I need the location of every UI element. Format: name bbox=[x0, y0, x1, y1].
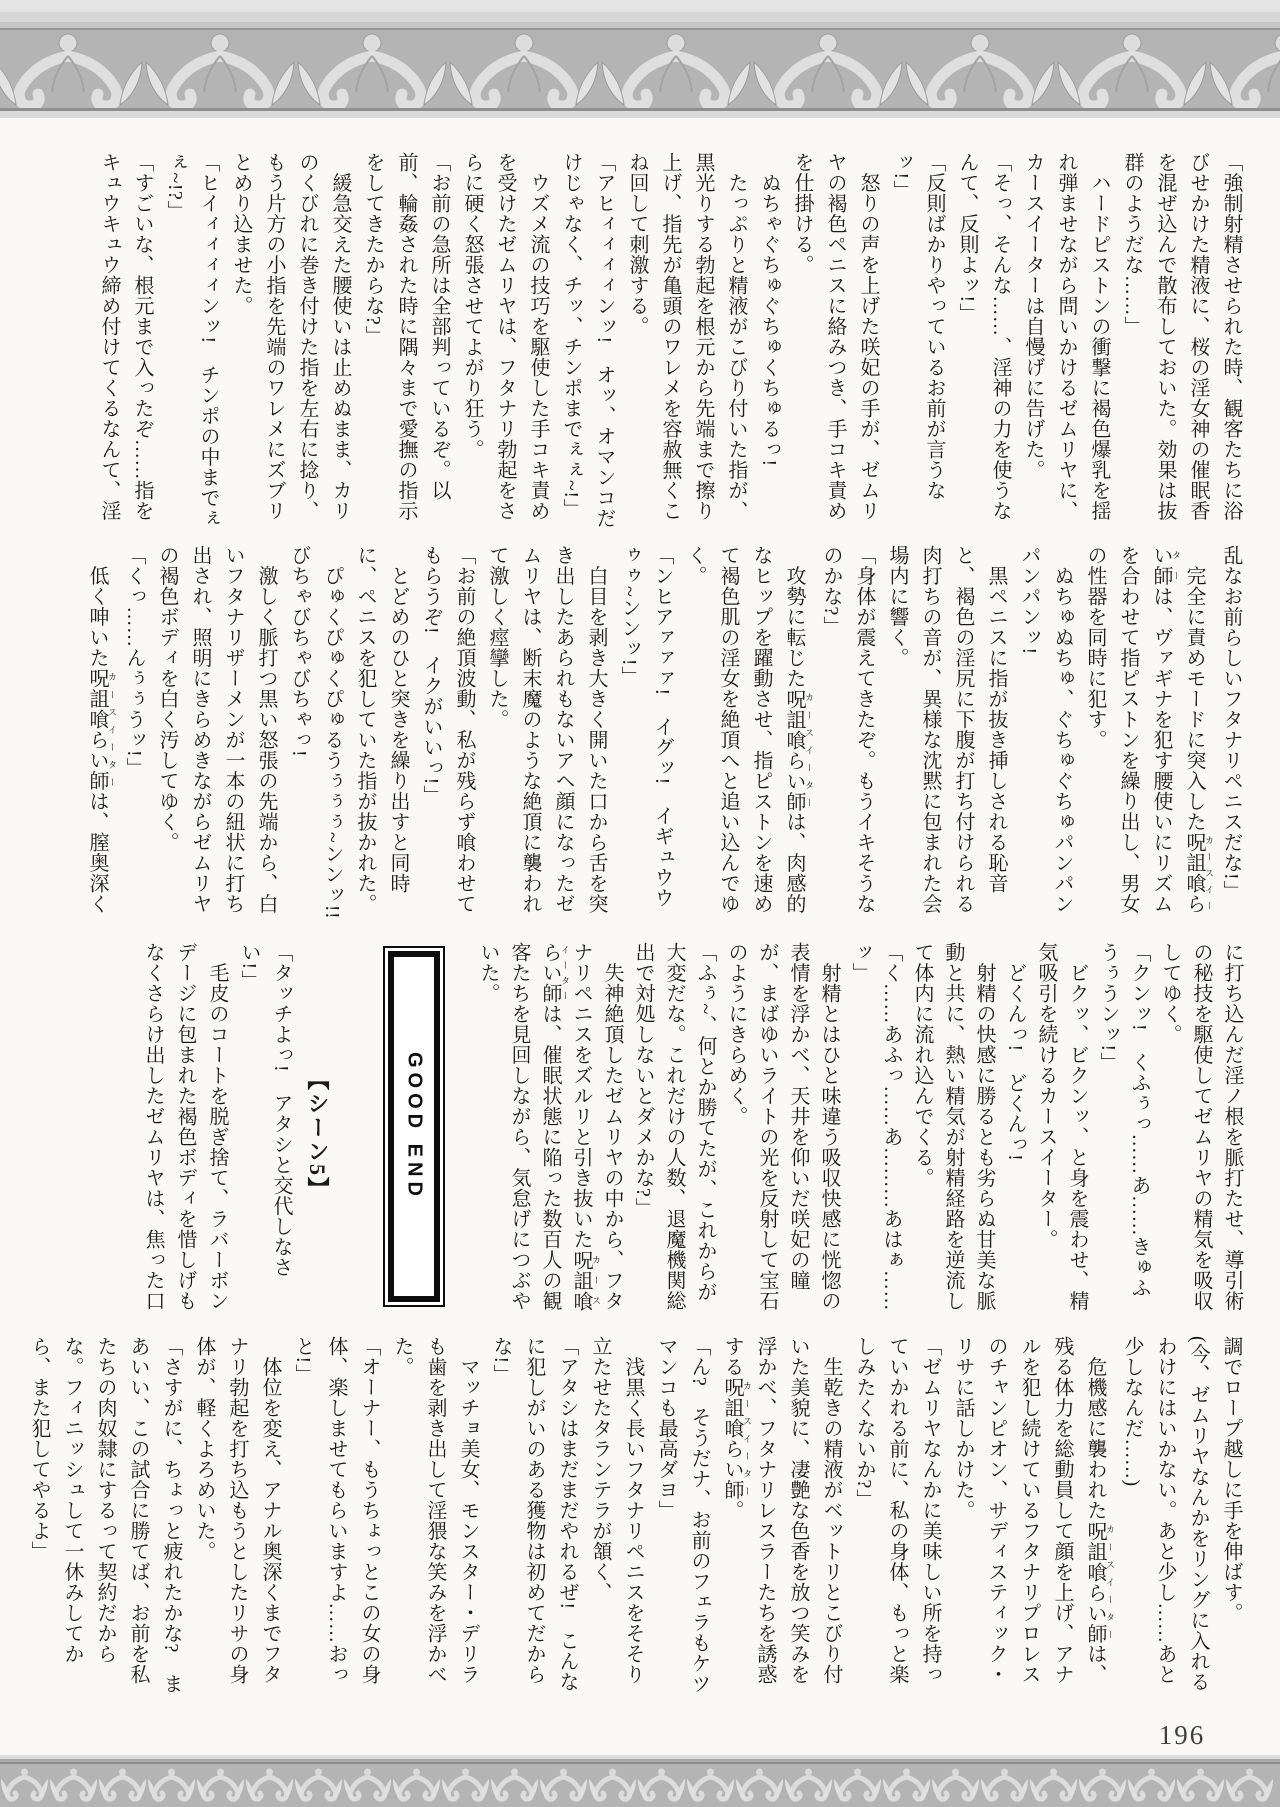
text-paragraph: 白目を剥き大きく開いた口から舌を突き出したあられもないアヘ顔になったゼムリヤは、断末魔のような絶頂に襲われて激しく痙攣した。 bbox=[486, 545, 607, 914]
text-paragraph: 低く呻いた呪詛喰らい師 カースイーターは、膣奥深く bbox=[86, 545, 117, 914]
text-paragraph: 黒ペニスに指が抜き挿しされる恥音と、褐色の淫尻に下腹が打ち付けられる肉打ちの音が、異様な沈黙に包まれた会場内に響く。 bbox=[886, 545, 1007, 914]
text-band-4 bbox=[28, 1336, 1247, 1703]
text-band-3-right bbox=[458, 942, 1247, 1311]
text-paragraph: (今、ゼムリヤなんかをリングに入れるわけにはいかない。あと少し……あと少しなんだ……) bbox=[1121, 1336, 1209, 1692]
text-paragraph: 「ゼムリヤなんかに美味しい所を持っていかれる前に、私の身体、もっと楽しみたくないか?」 bbox=[853, 1336, 941, 1685]
text-paragraph: 「お前の急所は全部判っているぞ。以前、輪姦された時に隅々まで愛撫の指示をしてきたからな?」 bbox=[362, 152, 450, 521]
good-end-label: GOOD END bbox=[403, 1052, 426, 1201]
text-paragraph: 「アタシはまだまだやれるぜ! こんなに犯しがいのある獲物は初めてだからな!」 bbox=[490, 1336, 578, 1692]
text-paragraph: に打ち込んだ淫ノ根を脈打たせ、導引術の秘技を駆使してゼムリヤの精気を吸収してゆく。 bbox=[1159, 942, 1243, 1311]
text-paragraph: 「ん? そうだナ、お前のフェラもケツマンコも最高ダヨ」 bbox=[655, 1336, 710, 1694]
text-paragraph: 怒りの声を上げた咲妃の手が、ゼムリヤの褐色ペニスに絡みつき、手コキ責めを仕掛ける。 bbox=[791, 152, 879, 521]
text-paragraph: 「身体が震えてきたぞ。もうイキそうなのかな?」 bbox=[820, 545, 875, 914]
text-paragraph: たっぷりと精液がこびり付いた指が、黒光りする勃起を根元から先端まで擦り上げ、指先が亀頭のワレメを容赦無くこね回して刺激する。 bbox=[626, 152, 747, 521]
text-paragraph: 「く……あふっ……あ………あはぁ……ッ」 bbox=[849, 942, 902, 1311]
text-paragraph: 「くっ……んぅぅうッ!」 bbox=[123, 545, 145, 778]
text-paragraph: 「ヒイィィィィンッ! チンポの中までぇぇ~!?」 bbox=[164, 152, 219, 529]
text-paragraph: 「クンッ! くふぅっ……あ……きゅふうぅうンッ!」 bbox=[1097, 942, 1150, 1298]
text-paragraph: ハードピストンの衝撃に褐色爆乳を揺れ弾ませながら問いかけるゼムリヤに、カースイーターは自慢げに告げた。 bbox=[1022, 152, 1110, 521]
text-paragraph: とどめのひと突きを繰り出すと同時に、ペニスを犯していた指が抜かれた。 bbox=[354, 545, 409, 914]
text-paragraph: ぬちゃぐちゅぐちゅくちゅるっ! bbox=[758, 152, 780, 467]
text-paragraph: 「さすがに、ちょっと疲れたかな? まあいい、この試合に勝てば、お前を私たちの肉奴隷にするって契約だからな。フィニッシュして一休みしてから、また犯してやるよ」 bbox=[28, 1336, 182, 1694]
text-paragraph: 乱なお前らしいフタナリペニスだな!」 bbox=[1220, 545, 1242, 901]
text-paragraph: 体位を変え、アナル奥深くまでフタナリ勃起を打ち込もうとしたリサの身体が、軽くよろめいた。 bbox=[193, 1336, 281, 1685]
text-paragraph: ビクッ、ビクンッ、と身を震わせ、精気吸引を続けるカースイーター。 bbox=[1035, 942, 1088, 1311]
text-paragraph: 生乾きの精液がベットリとこびり付いた美貌に、凄艶な色香を放つ笑みを浮かべ、フタナリレスラーたちを誘惑する呪詛喰らい師 カースイーター。 bbox=[721, 1336, 842, 1685]
text-paragraph: 完全に責めモードに突入した呪詛喰らい師カースイーターは、ヴァギナを犯す腰使いにリズムを合わせて指ピストンを繰り出し、男女の性器を同時に犯す。 bbox=[1084, 545, 1214, 914]
text-band-3-left bbox=[95, 942, 297, 1311]
text-paragraph: 緩急交えた腰使いは止めぬまま、カリのくびれに巻き付けた指を左右に捻り、もう片方の小指を先端のワレメにズブリとめり込ませた。 bbox=[230, 152, 351, 521]
text-paragraph: 調でロープ越しに手を伸ばす。 bbox=[1220, 1336, 1242, 1623]
text-paragraph: 射精の快感に勝るとも劣らぬ甘美な脈動と共に、熱い精気が射精経路を逆流して体内に流れ込んでくる。 bbox=[911, 942, 995, 1311]
text-paragraph: 射精とはひと味違う吸収快感に恍惚の表情を浮かべ、天井を仰いだ咲妃の瞳が、まばゆいライトの光を反射して宝石のようにきらめく。 bbox=[725, 942, 840, 1311]
text-paragraph: 毛皮のコートを脱ぎ捨て、ラバーボンデージに包まれた褐色ボディを惜しげもなくさらけ出したゼムリヤは、焦った口 bbox=[142, 942, 228, 1311]
text-band-2 bbox=[86, 545, 1247, 940]
text-paragraph: ぴゅくぴゅくぴゅるうぅぅぅ~ンンッ!! びちゃびちゃびちゃっ! bbox=[288, 545, 343, 940]
text-paragraph: 「強制射精させられた時、観客たちに浴びせかけた精液に、桜の淫女神の催眠香を混ぜ込んで散布しておいた。効果は抜群のようだな……」 bbox=[1121, 152, 1242, 521]
text-paragraph: 激しく脈打つ黒い怒張の先端から、白いフタナリザーメンが一本の紐状に打ち出され、照明にきらめきながらゼムリヤの褐色ボディを白く汚してゆく。 bbox=[156, 545, 277, 914]
text-paragraph: 浅黒く長いフタナリペニスをそそり立たせたタランテラが頷く、 bbox=[589, 1336, 644, 1685]
text-paragraph: 「反則ばかりやっているお前が言うなッ!」 bbox=[890, 152, 945, 501]
good-end-frame bbox=[388, 951, 440, 1302]
top-ornament-border bbox=[0, 0, 1280, 118]
text-paragraph: 「そっ、そんな……、淫神の力を使うなんて、反則よッ!」 bbox=[956, 152, 1011, 521]
scene-heading bbox=[299, 942, 333, 1311]
text-paragraph: 「ふぅ~、何とか勝てたが、これからが大変だな。これだけの人数、退魔機関総出で対処しないとダメかな?」 bbox=[632, 942, 716, 1311]
text-paragraph: 「タッチよっ! アタシと交代しなさい!」 bbox=[238, 942, 292, 1278]
text-paragraph: 失神絶頂したゼムリヤの中から、フタナリペニスをズルリと引き抜いた呪詛喰らい師カースイーターは、催眠状態に陥った数百人の観客たちを見回しながら、気怠げにつぶやいた。 bbox=[477, 942, 623, 1311]
good-end-box bbox=[383, 946, 445, 1307]
text-paragraph: 「オーナー、もうちょっとこの女の身体、楽しませてもらいますよ……おっと!」 bbox=[292, 1336, 380, 1685]
page-number: 196 bbox=[1158, 1720, 1206, 1750]
bottom-ornament-border bbox=[0, 1755, 1280, 1807]
text-paragraph: マッチョ美女、モンスター・デリラも歯を剥き出して淫猥な笑みを浮かべた。 bbox=[391, 1336, 479, 1685]
scene-heading-label: 【シーン5】 bbox=[305, 1068, 330, 1201]
text-paragraph: ウズメ流の技巧を駆使した手コキ責めを受けたゼムリヤは、フタナリ勃起をさらに硬く怒張させてよがり狂う。 bbox=[461, 152, 549, 521]
text-paragraph: 攻勢に転じた呪詛喰らい師 カースイーターは、肉感的なヒップを躍動させ、指ピストンを速めて褐色肌の淫女を絶頂へと追い込んでゆく。 bbox=[684, 545, 814, 914]
text-paragraph: 危機感に襲われた呪詛喰らい師 カースイーターは、残る体力を総動員して顔を上げ、アナルを犯し続けているフタナリプロレスのチャンピオン、サディスティック・リサに話しかけた。 bbox=[952, 1336, 1115, 1685]
text-paragraph: どくんっ! どくんっ! bbox=[1004, 942, 1026, 1162]
text-paragraph: 「すごいな、根元まで入ったぞ……指をキュウキュウ締め付けてくるなんて、淫 bbox=[98, 152, 153, 521]
text-paragraph: ぬちゅぬちゅ、ぐちゅぐちゅパンパンパンパンッ! bbox=[1018, 545, 1073, 914]
text-paragraph: 「お前の絶頂波動、私が残らず喰わせてもらうぞ! イクがいいっ!」 bbox=[420, 545, 475, 914]
text-paragraph: 「ンヒアァァァ! イグッ! イギュウウゥゥ~ンンッ!」 bbox=[618, 545, 673, 908]
text-band-1 bbox=[95, 152, 1247, 530]
text-paragraph: 「アヒィィィィンッ! オッ、オマンコだけじゃなく、チッ、チンポまでぇぇ~!」 bbox=[560, 152, 615, 529]
